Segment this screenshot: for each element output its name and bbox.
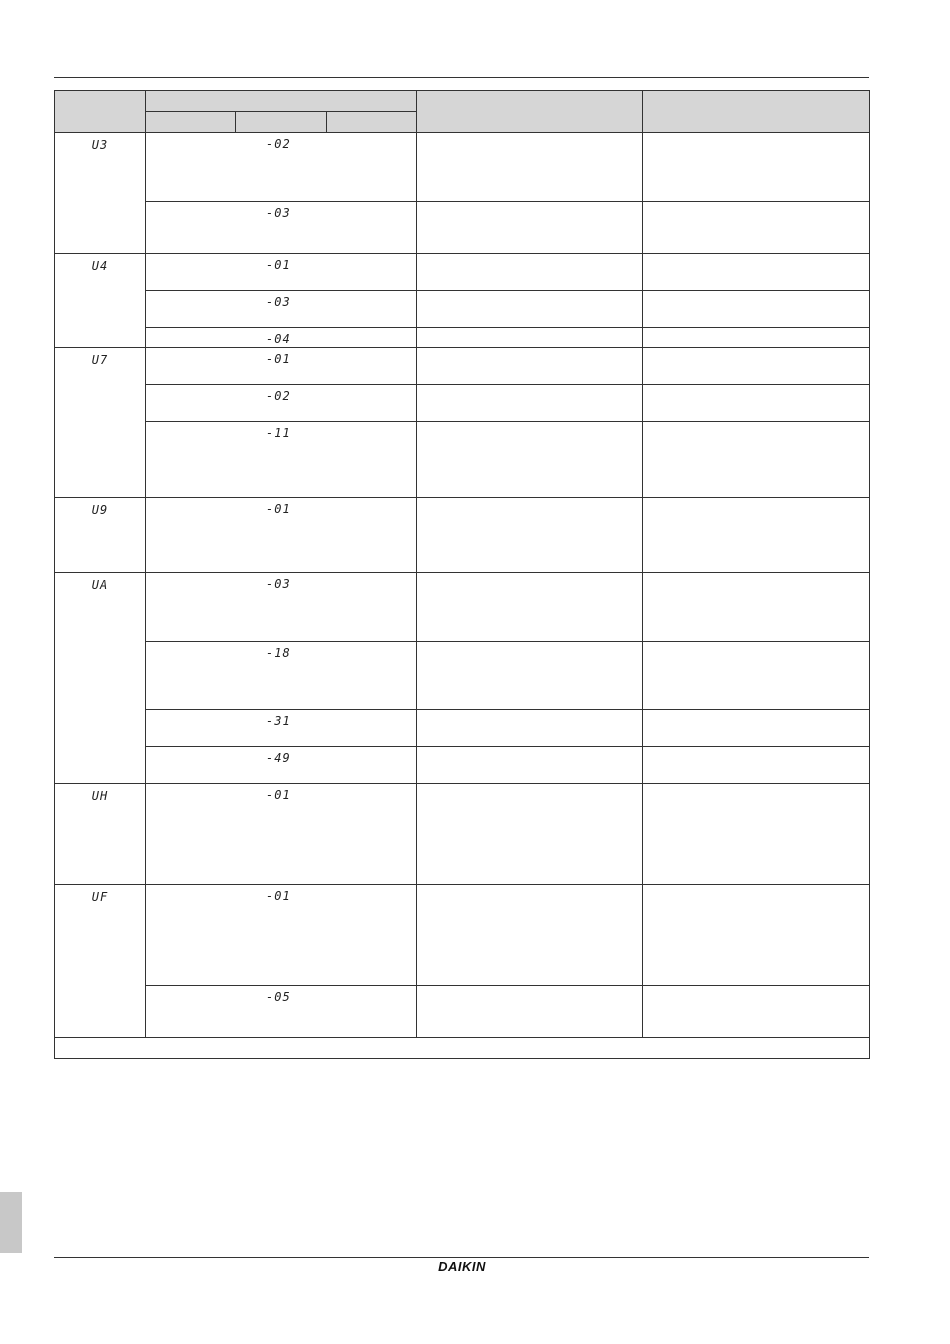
table-row [55,422,870,498]
main-error-code: UF [55,885,146,1038]
sub-error-code: -04 [146,328,417,348]
table-footer-row [55,1038,870,1059]
header-sub-code-group-cell [146,91,417,112]
sub-error-code: -02 [146,385,417,422]
main-error-code: U4 [55,254,146,348]
sub-error-code: -02 [146,133,417,202]
trigger-cell [643,573,870,642]
table-row [55,573,870,642]
description-cell [417,422,643,498]
sub-error-code: -01 [146,498,417,573]
description-cell [417,348,643,385]
trigger-cell [643,254,870,291]
daikin-logo: DAIKIN [438,1259,486,1274]
trigger-cell [643,642,870,710]
description-cell [417,710,643,747]
chapter-side-tab [0,1192,22,1253]
sub-error-code: -11 [146,422,417,498]
sub-error-code: -31 [146,710,417,747]
trigger-cell [643,291,870,328]
sub-error-code: -01 [146,254,417,291]
main-error-code: U9 [55,498,146,573]
table-row [55,328,870,348]
table-row [55,498,870,573]
description-cell [417,254,643,291]
header-subcol-3 [327,112,417,133]
trigger-cell [643,747,870,784]
header-subcol-1 [146,112,236,133]
table-row [55,202,870,254]
description-cell [417,291,643,328]
table-row [55,291,870,328]
table-row [55,986,870,1038]
main-error-code: UA [55,573,146,784]
header-description-cell [417,91,643,133]
trigger-cell [643,328,870,348]
trigger-cell [643,422,870,498]
header-trigger-cell [643,91,870,133]
trigger-cell [643,710,870,747]
table-row [55,254,870,291]
trigger-cell [643,202,870,254]
sub-error-code: -01 [146,784,417,885]
description-cell [417,747,643,784]
sub-error-code: -49 [146,747,417,784]
header-rule [54,77,869,78]
table-row [55,385,870,422]
sub-error-code: -05 [146,986,417,1038]
header-main-code-cell [55,91,146,133]
table-row [55,710,870,747]
table-header-row [55,91,870,112]
trigger-cell [643,885,870,986]
description-cell [417,133,643,202]
sub-error-code: -03 [146,202,417,254]
description-cell [417,328,643,348]
description-cell [417,385,643,422]
description-cell [417,784,643,885]
trigger-cell [643,348,870,385]
main-error-code: UH [55,784,146,885]
table-row [55,642,870,710]
main-error-code: U3 [55,133,146,254]
table-body [55,133,870,1038]
sub-error-code: -01 [146,885,417,986]
trigger-cell [643,385,870,422]
footer-rule [54,1257,869,1258]
description-cell [417,573,643,642]
error-code-table [54,90,870,1059]
sub-error-code: -01 [146,348,417,385]
description-cell [417,642,643,710]
sub-error-code: -03 [146,573,417,642]
header-subcol-2 [236,112,327,133]
description-cell [417,498,643,573]
table-row [55,747,870,784]
table-row [55,348,870,385]
main-error-code: U7 [55,348,146,498]
table-row [55,784,870,885]
table-row [55,885,870,986]
trigger-cell [643,133,870,202]
description-cell [417,885,643,986]
trigger-cell [643,784,870,885]
table-footer-cell [55,1038,870,1059]
description-cell [417,202,643,254]
trigger-cell [643,986,870,1038]
description-cell [417,986,643,1038]
sub-error-code: -18 [146,642,417,710]
sub-error-code: -03 [146,291,417,328]
table-row [55,133,870,202]
trigger-cell [643,498,870,573]
